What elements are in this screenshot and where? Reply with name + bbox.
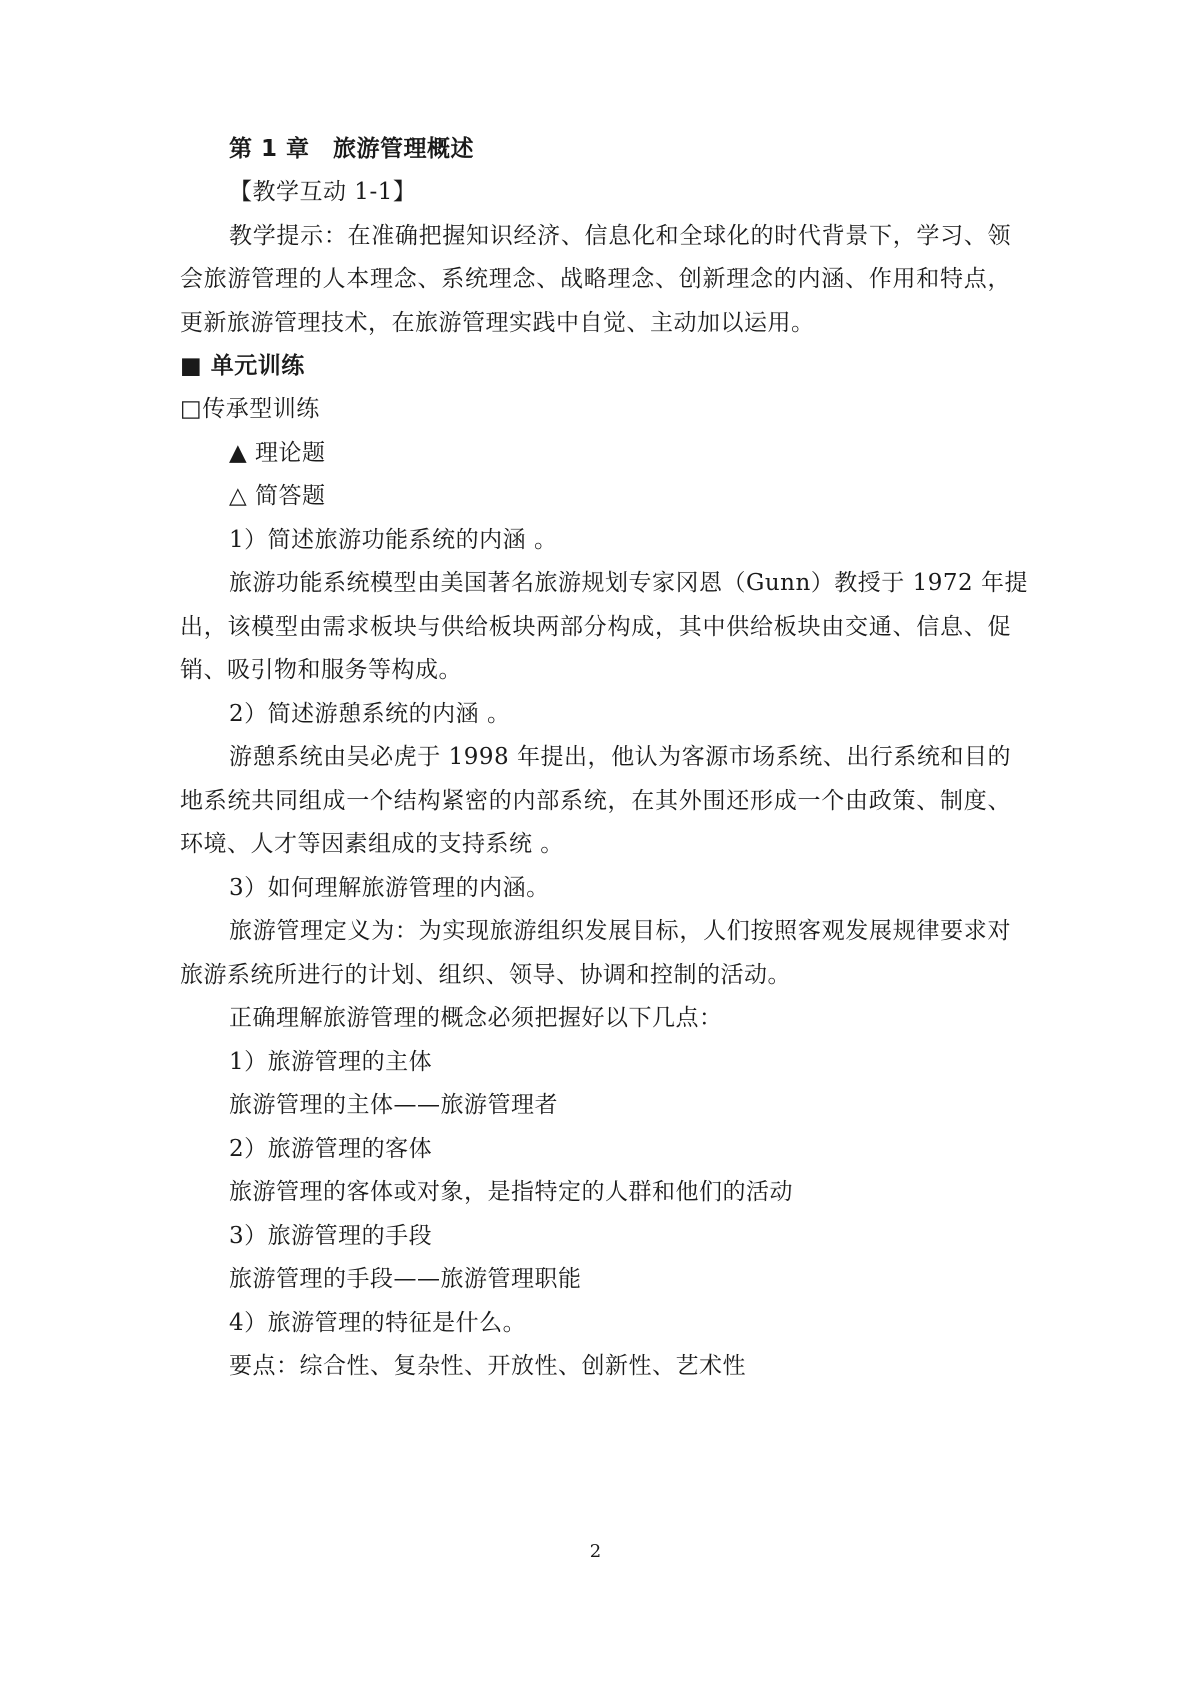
interaction-label: 【教学互动 1-1】 [229,179,417,205]
unit-heading: ■ 单元训练 [180,353,305,379]
point-2-desc: 旅游管理的客体或对象，是指特定的人群和他们的活动 [229,1179,793,1205]
point-3-desc: 旅游管理的手段——旅游管理职能 [229,1266,582,1292]
answer-1-line-1: 旅游功能系统模型由美国著名旅游规划专家冈恩（Gunn）教授于 1972 年提 [229,570,1028,596]
training-type: □传承型训练 [180,396,320,422]
question-1: 1）简述旅游功能系统的内涵 。 [229,527,558,553]
answer-1-line-2: 出，该模型由需求板块与供给板块两部分构成，其中供给板块由交通、信息、促 [180,614,1011,640]
page-number: 2 [589,1541,602,1562]
hint-paragraph-line-3: 更新旅游管理技术，在旅游管理实践中自觉、主动加以运用。 [180,310,815,336]
point-1-desc: 旅游管理的主体——旅游管理者 [229,1092,558,1118]
answer-4: 要点：综合性、复杂性、开放性、创新性、艺术性 [229,1353,746,1379]
chapter-title: 第 1 章 旅游管理概述 [229,136,475,162]
theory-heading: ▲ 理论题 [229,440,326,466]
answer-3-line-1: 旅游管理定义为：为实现旅游组织发展目标，人们按照客观发展规律要求对 [229,918,1011,944]
question-3: 3）如何理解旅游管理的内涵。 [229,875,550,901]
answer-3-intro: 正确理解旅游管理的概念必须把握好以下几点： [229,1005,723,1031]
answer-3-line-2: 旅游系统所进行的计划、组织、领导、协调和控制的活动。 [180,962,791,988]
point-1-title: 1）旅游管理的主体 [229,1049,433,1075]
question-2: 2）简述游憩系统的内涵 。 [229,701,511,727]
point-3-title: 3）旅游管理的手段 [229,1223,433,1249]
answer-2-line-1: 游憩系统由吴必虎于 1998 年提出，他认为客源市场系统、出行系统和目的 [229,744,1011,770]
hint-paragraph-line-1: 教学提示：在准确把握知识经济、信息化和全球化的时代背景下，学习、领 [229,223,1011,249]
question-4: 4）旅游管理的特征是什么。 [229,1310,527,1336]
answer-1-line-3: 销、吸引物和服务等构成。 [180,657,462,683]
answer-2-line-2: 地系统共同组成一个结构紧密的内部系统，在其外围还形成一个由政策、制度、 [180,788,1011,814]
hint-paragraph-line-2: 会旅游管理的人本理念、系统理念、战略理念、创新理念的内涵、作用和特点， [180,266,1011,292]
short-answer-heading: △ 简答题 [229,483,326,509]
point-2-title: 2）旅游管理的客体 [229,1136,433,1162]
answer-2-line-3: 环境、人才等因素组成的支持系统 。 [180,831,564,857]
